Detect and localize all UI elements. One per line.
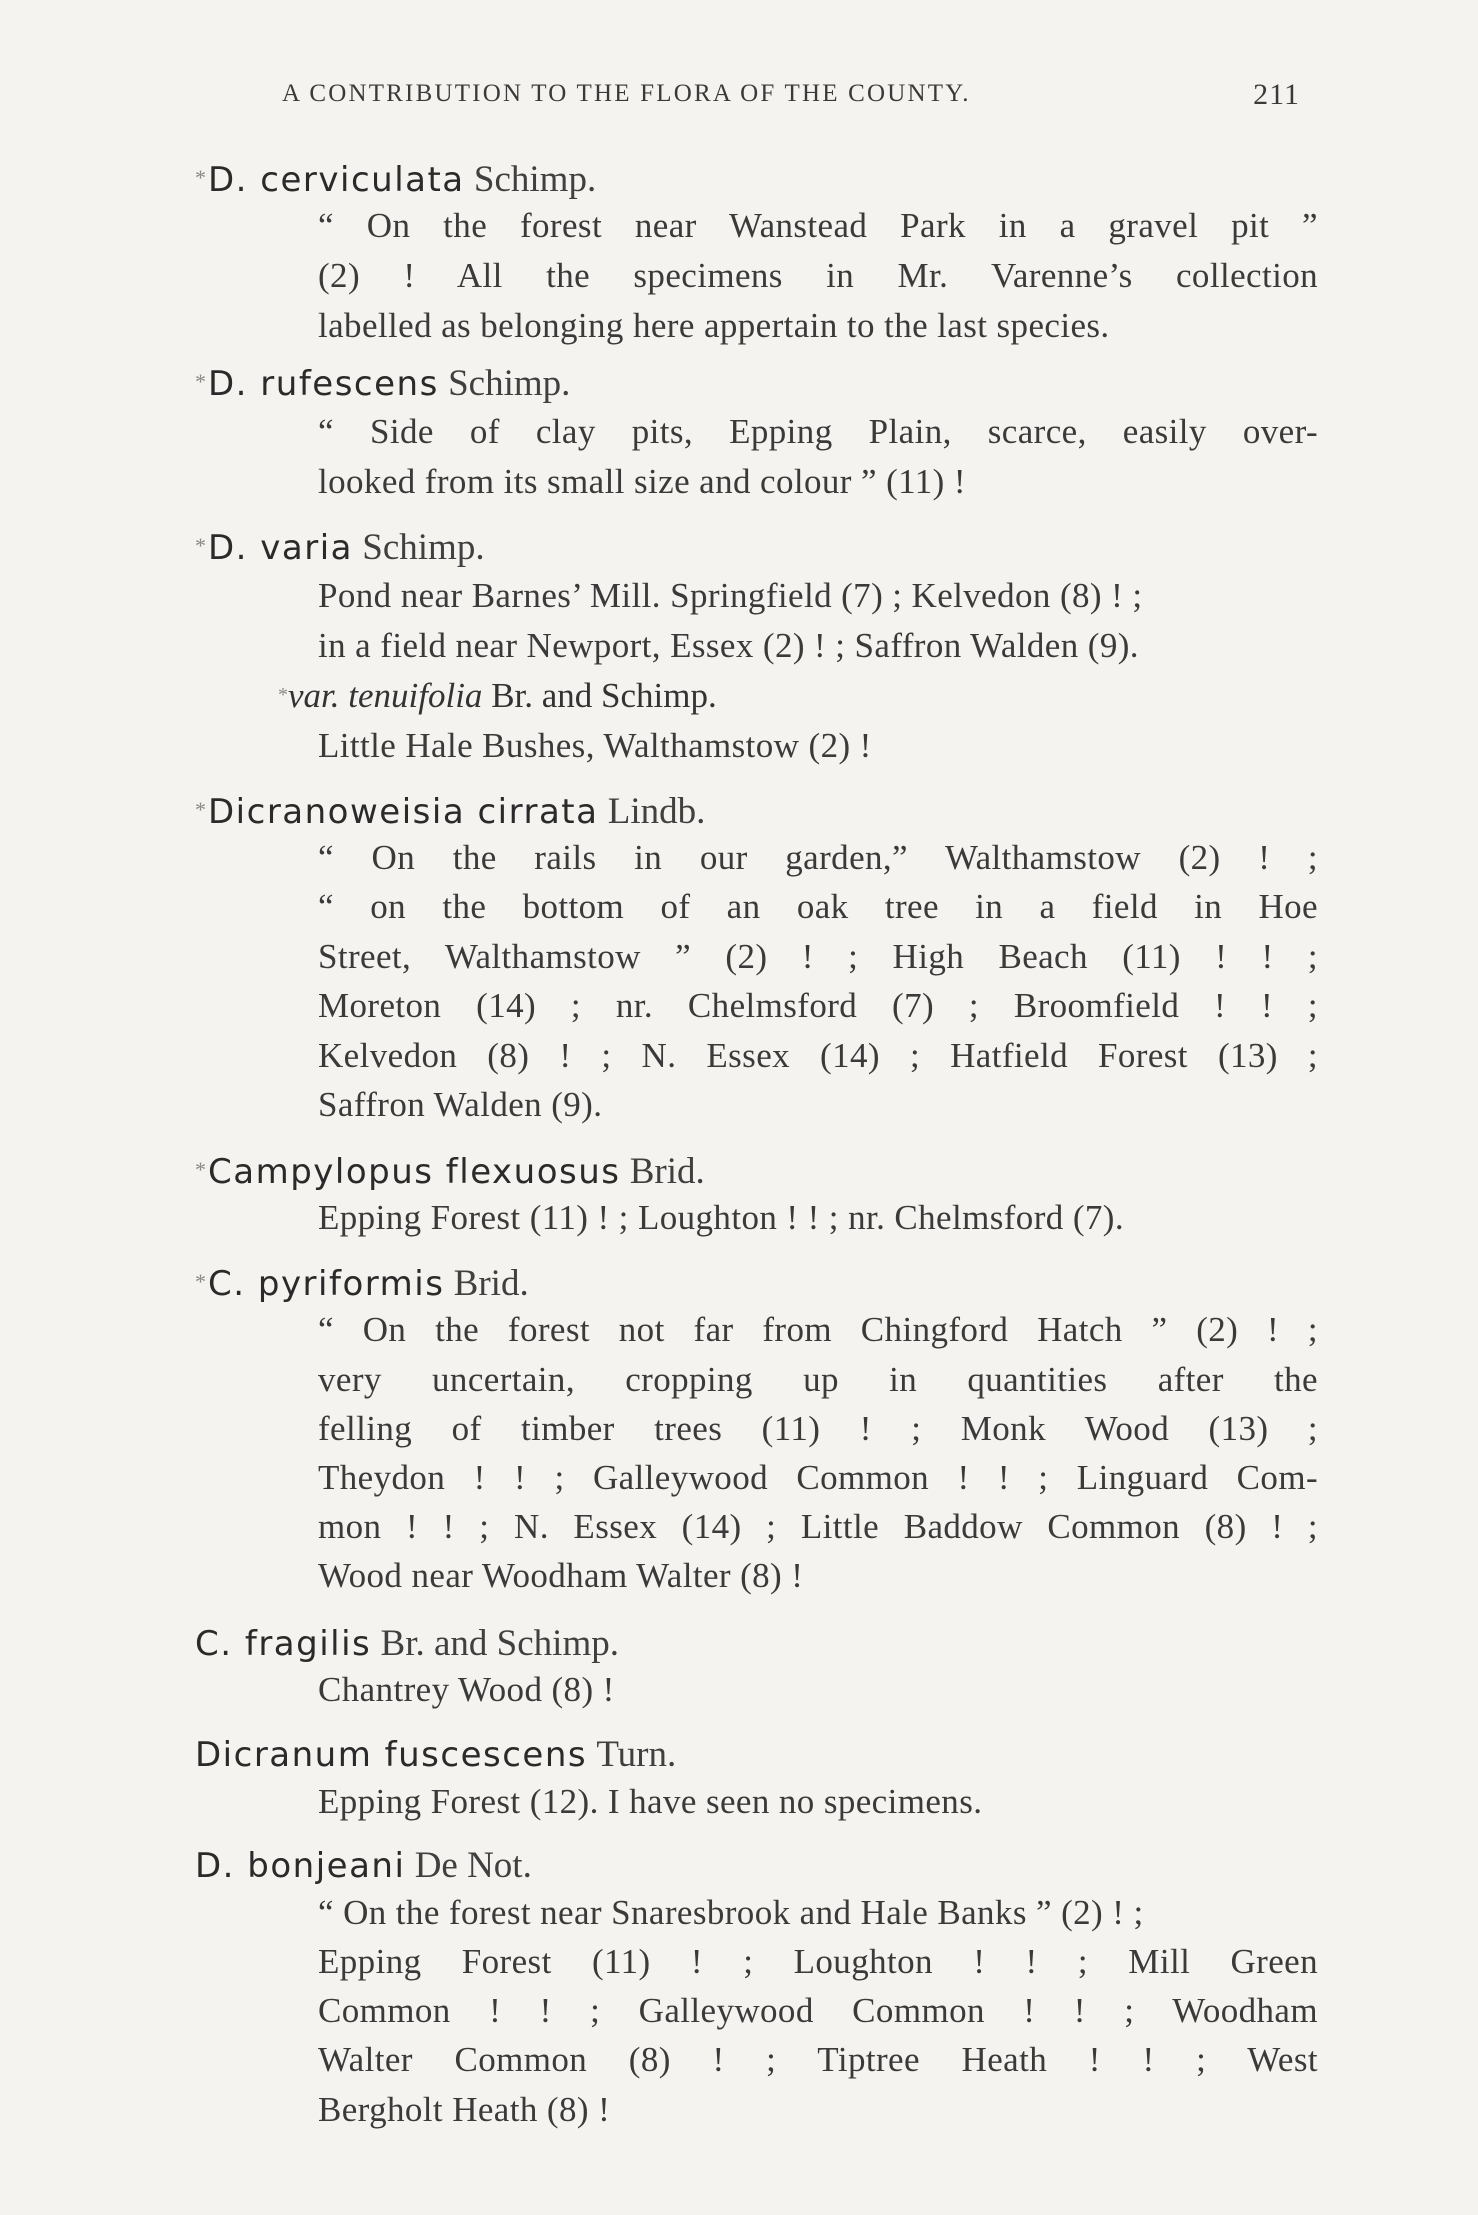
species-heading bbox=[195, 526, 485, 569]
text-line: Little Hale Bushes, Walthamstow (2) ! bbox=[318, 726, 872, 765]
asterisk-mark: * bbox=[195, 165, 206, 190]
asterisk-mark: * bbox=[195, 1157, 206, 1182]
species-heading bbox=[195, 362, 570, 405]
text-line: “ on the bottom of an oak tree in a field in Hoe bbox=[318, 887, 1318, 926]
text-line: felling of timber trees (11) ! ; Monk Wood (13) ; bbox=[318, 1409, 1318, 1448]
text-line: Bergholt Heath (8) ! bbox=[318, 2090, 611, 2129]
text-line: Pond near Barnes’ Mill. Springfield (7) ; Kelvedon (8) ! ; bbox=[318, 576, 1143, 615]
variety-author: Br. and Schimp. bbox=[491, 676, 717, 715]
text-line: Epping Forest (12). I have seen no specimens. bbox=[318, 1782, 983, 1821]
species-name: C. pyriformis bbox=[208, 1264, 445, 1304]
text-line: Wood near Woodham Walter (8) ! bbox=[318, 1556, 804, 1595]
species-heading bbox=[195, 1844, 532, 1887]
text-line: mon ! ! ; N. Essex (14) ; Little Baddow Common (8) ! ; bbox=[318, 1507, 1318, 1546]
text-line: Walter Common (8) ! ; Tiptree Heath ! ! ; West bbox=[318, 2040, 1318, 2079]
species-name: D. varia bbox=[208, 528, 354, 568]
text-line: very uncertain, cropping up in quantities after the bbox=[318, 1360, 1318, 1399]
text-line: looked from its small size and colour ” (11) ! bbox=[318, 462, 966, 501]
text-line: Kelvedon (8) ! ; N. Essex (14) ; Hatfield Forest (13) ; bbox=[318, 1036, 1318, 1075]
species-author: Schimp. bbox=[473, 159, 597, 200]
species-author: De Not. bbox=[414, 1845, 532, 1886]
text-line: Theydon ! ! ; Galleywood Common ! ! ; Linguard Com- bbox=[318, 1458, 1318, 1497]
species-heading bbox=[195, 1262, 529, 1305]
text-line: Epping Forest (11) ! ; Loughton ! ! ; Mill Green bbox=[318, 1942, 1318, 1981]
text-line: “ On the forest near Wanstead Park in a gravel pit ” bbox=[318, 206, 1318, 245]
species-author: Brid. bbox=[453, 1263, 529, 1304]
asterisk-mark: * bbox=[195, 797, 206, 822]
text-line: Epping Forest (11) ! ; Loughton ! ! ; nr. Chelmsford (7). bbox=[318, 1198, 1124, 1237]
text-line: “ Side of clay pits, Epping Plain, scarce, easily over- bbox=[318, 412, 1318, 451]
asterisk-mark: * bbox=[195, 369, 206, 394]
species-name: Campylopus flexuosus bbox=[208, 1152, 621, 1192]
text-line: Chantrey Wood (8) ! bbox=[318, 1670, 615, 1709]
asterisk-mark: * bbox=[195, 533, 206, 558]
text-line: Moreton (14) ; nr. Chelmsford (7) ; Broomfield ! ! ; bbox=[318, 986, 1318, 1025]
asterisk-mark: * bbox=[278, 684, 288, 706]
text-line: Street, Walthamstow ” (2) ! ; High Beach (11) ! ! ; bbox=[318, 937, 1318, 976]
species-heading bbox=[195, 1622, 619, 1665]
asterisk-mark: * bbox=[195, 1269, 206, 1294]
species-heading bbox=[195, 1733, 676, 1776]
text-line: Common ! ! ; Galleywood Common ! ! ; Woodham bbox=[318, 1991, 1318, 2030]
variety-heading bbox=[278, 676, 717, 716]
species-author: Schimp. bbox=[448, 363, 571, 404]
text-line: Saffron Walden (9). bbox=[318, 1085, 603, 1124]
species-name: D. bonjeani bbox=[195, 1846, 406, 1886]
species-name: D. rufescens bbox=[208, 364, 439, 404]
running-head bbox=[282, 80, 1342, 120]
species-name: Dicranum fuscescens bbox=[195, 1735, 588, 1775]
species-heading bbox=[195, 790, 705, 833]
species-author: Schimp. bbox=[362, 527, 485, 568]
variety-name: var. tenuifolia bbox=[288, 676, 483, 715]
running-title: A CONTRIBUTION TO THE FLORA OF THE COUNTY. bbox=[282, 80, 971, 107]
text-line: in a field near Newport, Essex (2) ! ; Saffron Walden (9). bbox=[318, 626, 1139, 665]
species-name: Dicranoweisia cirrata bbox=[208, 792, 599, 832]
text-line: “ On the rails in our garden,” Walthamstow (2) ! ; bbox=[318, 838, 1318, 877]
species-heading bbox=[195, 1150, 705, 1193]
text-line: (2) ! All the specimens in Mr. Varenne’s collection bbox=[318, 256, 1318, 295]
text-line: labelled as belonging here appertain to the last species. bbox=[318, 306, 1110, 345]
species-name: C. fragilis bbox=[195, 1624, 372, 1664]
species-author: Turn. bbox=[596, 1734, 677, 1775]
species-heading bbox=[195, 158, 596, 201]
page-number: 211 bbox=[1253, 78, 1300, 111]
species-name: D. cerviculata bbox=[208, 160, 465, 200]
species-author: Brid. bbox=[629, 1151, 705, 1192]
text-line: “ On the forest near Snaresbrook and Hale Banks ” (2) ! ; bbox=[318, 1893, 1144, 1932]
species-author: Br. and Schimp. bbox=[380, 1623, 619, 1664]
species-author: Lindb. bbox=[607, 791, 706, 832]
text-line: “ On the forest not far from Chingford Hatch ” (2) ! ; bbox=[318, 1310, 1318, 1349]
